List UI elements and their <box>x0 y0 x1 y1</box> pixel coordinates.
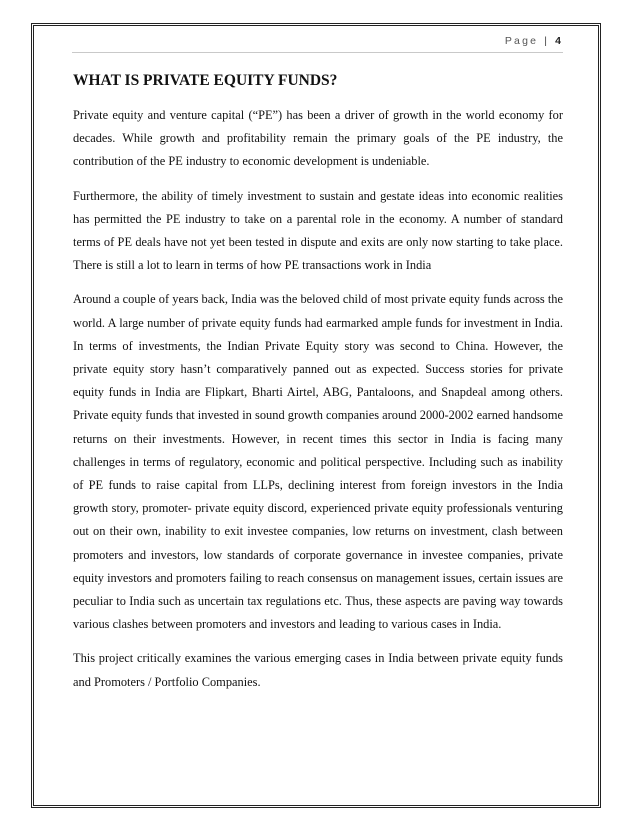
paragraph-intro: Private equity and venture capital (“PE”) has been a driver of growth in the world economy for decades. While growth and profitability remain the primary goals of the PE industry, the contribution of the PE industry to economic development is undeniable. <box>73 108 563 169</box>
paragraph-furthermore: Furthermore, the ability of timely investment to sustain and gestate ideas into economic realities has permitted the PE industry to take on a parental role in the economy. A number of standard terms of PE deals have not yet been tested in dispute and exits are only now starting to take place. There is still a lot to learn in terms of how PE transactions work in India <box>73 188 563 273</box>
document-title: WHAT IS PRIVATE EQUITY FUNDS? <box>73 72 338 89</box>
paragraph-india-context: Around a couple of years back, India was the beloved child of most private equity funds across the world. A large number of private equity funds had earmarked ample funds for investment in India. In terms of investments, the Indian Private Equity story was second to China. However, the private equity story hasn’t comparatively panned out as expected. Success stories for private equity funds in India are Flipkart, Bharti Airtel, ABG, Pantaloons, and Snapdeal among others. Private equity funds that invested in sound growth companies around 2000-2002 earned handsome returns on their investments. However, in recent times this sector in India is facing many challenges in terms of regulatory, economic and political perspective. Including such as inability of PE funds to raise capital from LLPs, declining interest from foreign investors in the India growth story, promoter- private equity discord, experienced private equity professionals venturing out on their own, inability to exit investee companies, low returns on investment, clash between promoters and investors, low standards of corporate governance in investee companies, private equity investors and promoters failing to reach consensus on management issues, certain issues are peculiar to India such as uncertain tax regulations etc. Thus, these aspects are paving way towards various clashes between promoters and investors and leading to various cases in India. <box>73 292 563 632</box>
page-label: Page <box>504 35 539 47</box>
page-header <box>72 34 563 53</box>
page-number: 4 <box>555 35 561 47</box>
document-body <box>73 71 563 705</box>
page-number-label <box>505 35 561 47</box>
paragraph-project-scope: This project critically examines the various emerging cases in India between private equity funds and Promoters / Portfolio Companies. <box>73 651 563 689</box>
page-separator: | <box>544 35 548 47</box>
